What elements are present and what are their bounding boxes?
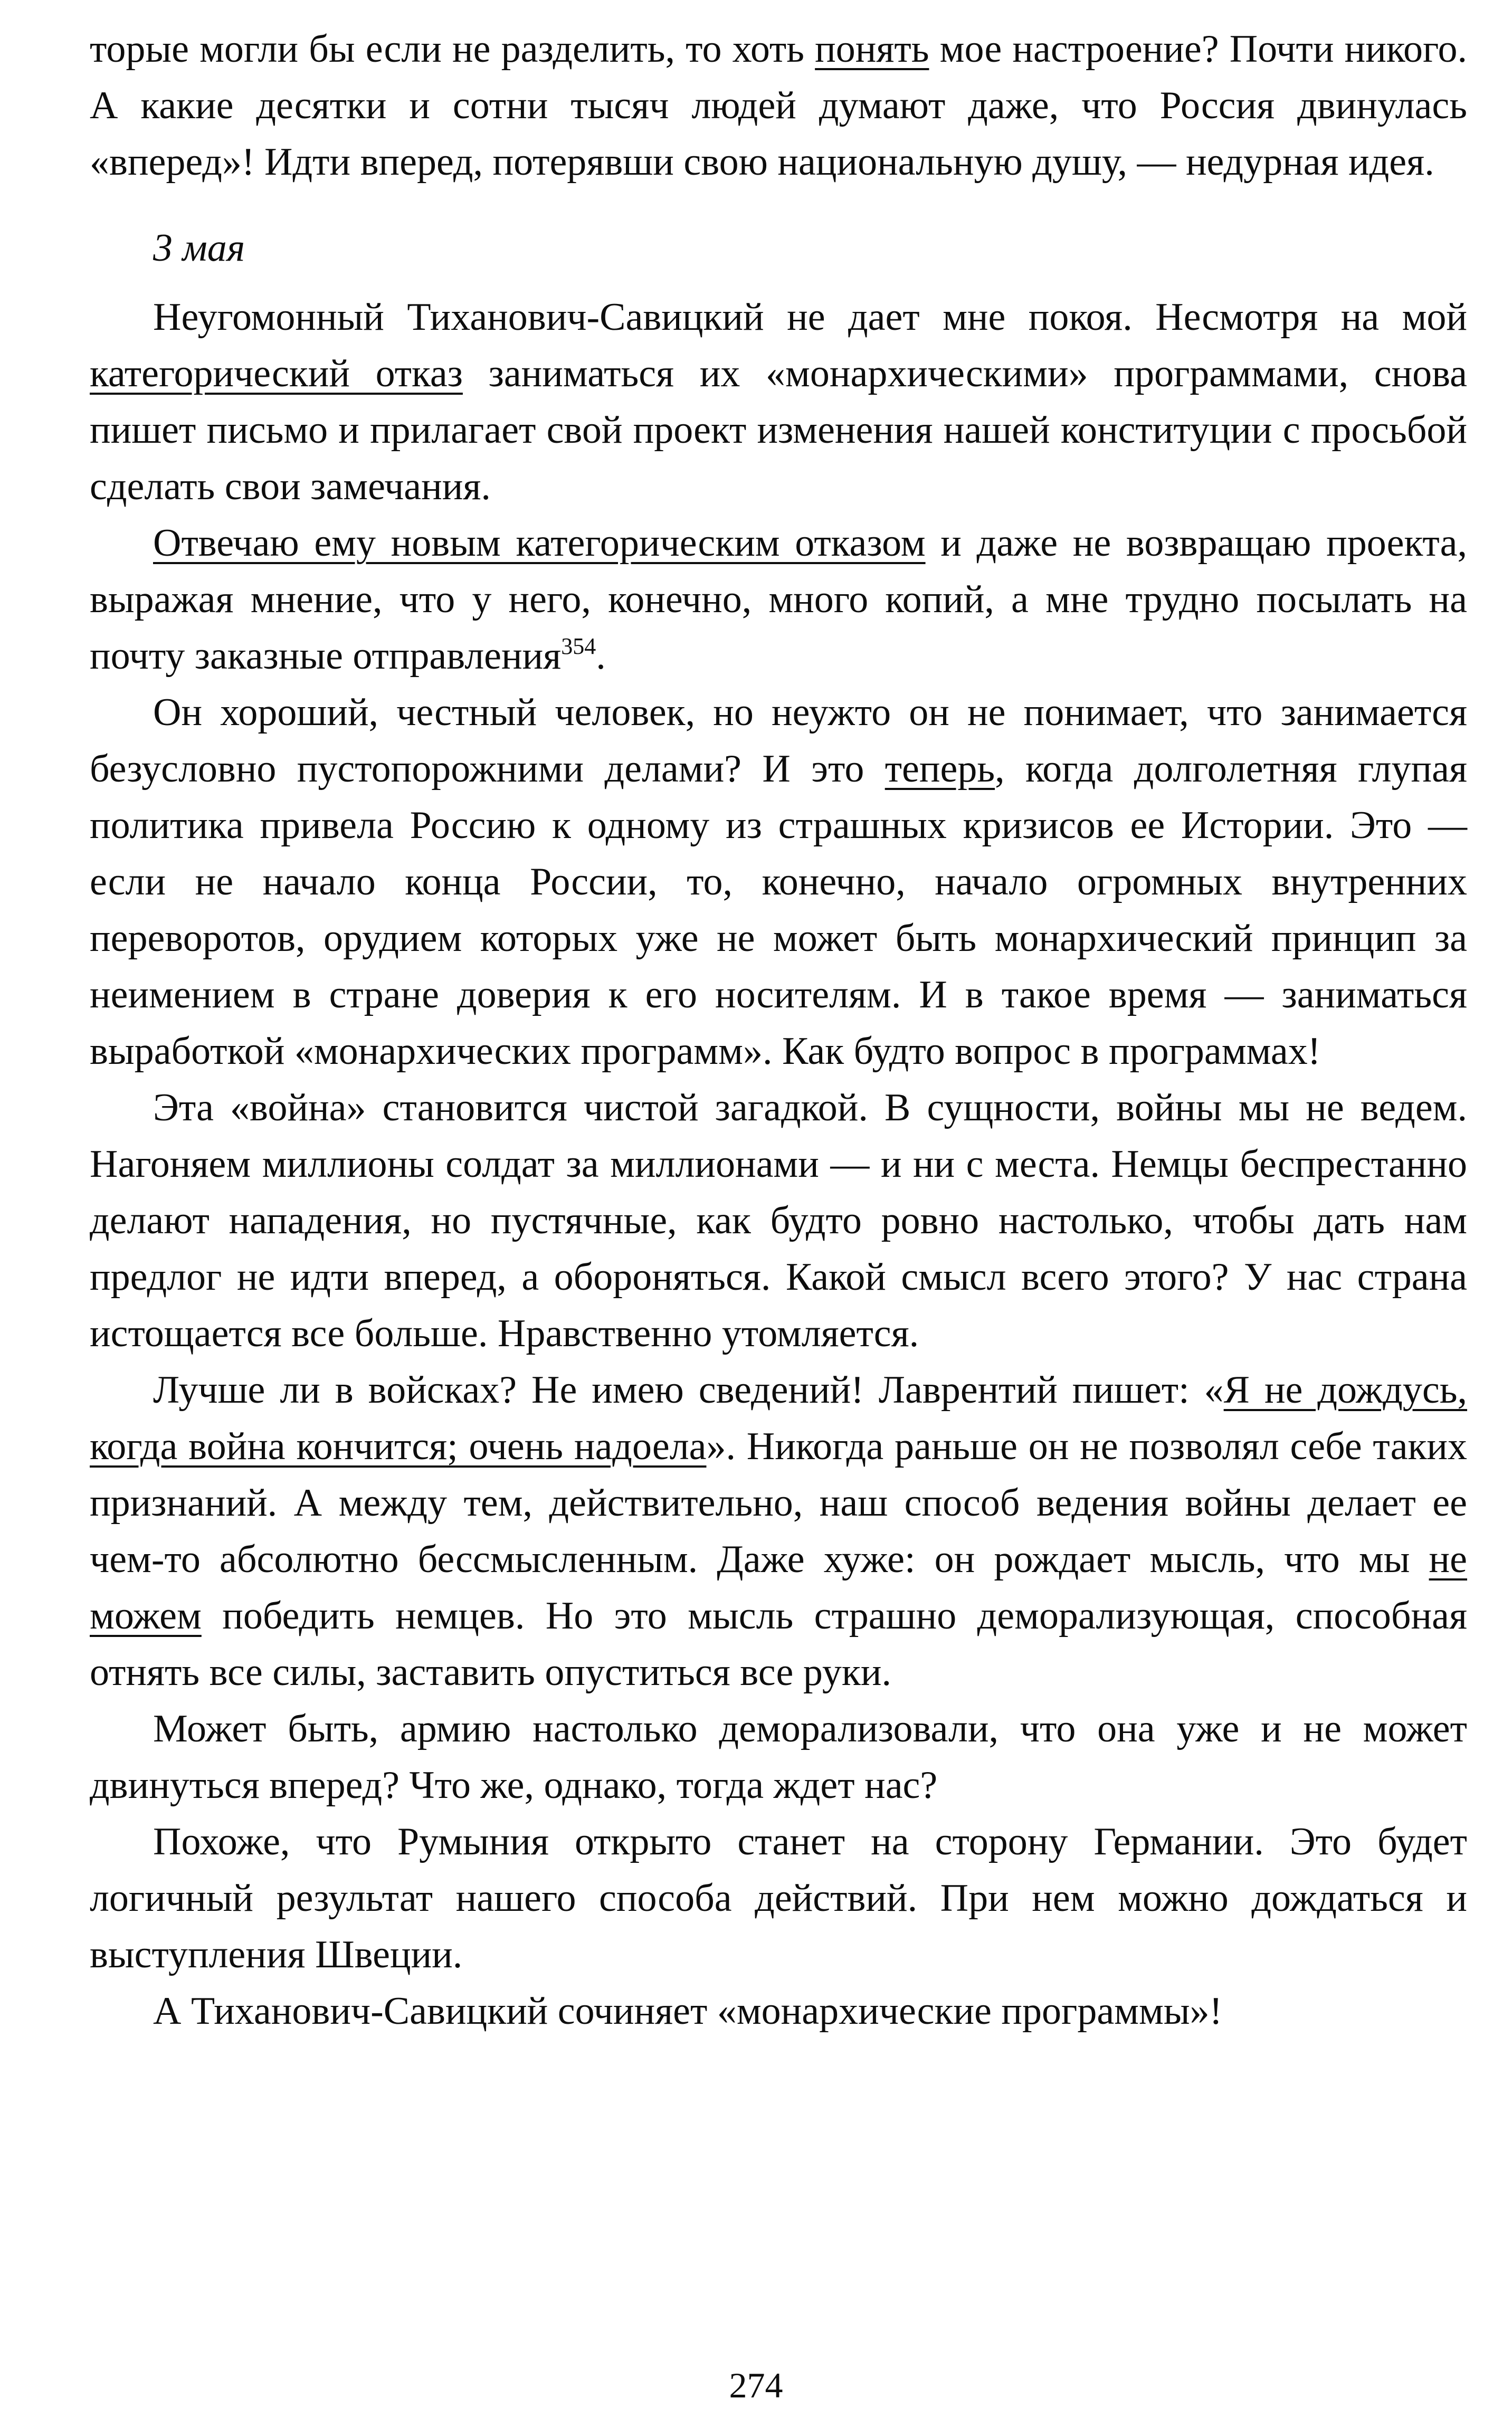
paragraph [90,1701,1467,1814]
underlined-text: Отвечаю ему новым категорическим отказом [153,521,926,565]
text-run: Может быть, армию настолько деморализовали, что она уже и не может двинуться вперед? Что же, однако, тогда ждет нас? [90,1707,1467,1807]
text-run: торые могли бы если не разделить, то хоть [90,27,815,71]
paragraph [90,21,1467,191]
text-run: . [596,634,606,678]
text-run: Похоже, что Румыния открыто станет на сторону Германии. Это будет логичный результат нашего способа действий. При нем можно дождаться и выступления Швеции. [90,1820,1467,1976]
paragraph [90,684,1467,1080]
paragraph [90,1814,1467,1983]
text-run: Лучше ли в войсках? Не имею сведений! Лаврентий пишет: « [153,1368,1224,1412]
footnote-marker: 354 [561,633,596,659]
paragraph [90,1983,1467,2040]
text-run: мое настроение? Почти никого. А какие десятки и сотни тысяч людей думают даже, что Россия двинулась «вперед»! Идти вперед, потерявши свою национальную душу, — недурная идея. [90,27,1467,184]
text-run: и даже не возвращаю проекта, выражая мнение, что у него, конечно, много копий, а мне трудно посылать на почту заказные отправления [90,521,1468,678]
diary-date: 3 мая [153,226,245,270]
paragraph [90,289,1467,515]
underlined-text: категорический отказ [90,352,463,395]
text-run: ». Никогда раньше он не позволял себе таких признаний. А между тем, действительно, наш способ ведения войны делает ее чем-то абсолютно бессмысленным. Даже хуже: он рождает мысль, что мы [90,1425,1467,1581]
paragraph [90,1362,1467,1701]
underlined-text: понять [815,27,929,71]
underlined-text: теперь [885,747,995,791]
text-run: Неугомонный Тиханович-Савицкий не дает мне покоя. Несмотря на мой [153,296,1467,339]
text-run: Он хороший, честный человек, но неужто он не понимает, что занимается безусловно пустопорожними делами? И это [90,691,1467,791]
underlined-text: не можем [90,1538,1467,1638]
text-run: , когда долголетняя глупая политика привела Россию к одному из страшных кризисов ее Истории. Это — если не начало конца России, то, конечно, начало огромных внутренних переворотов, орудием которых уже не может быть монархический принцип за неимением в стране доверия к его носителям. И в такое время — заниматься выработкой «монархических программ». Как будто вопрос в программах! [90,747,1467,1073]
page-text [90,21,1467,2040]
text-run: заниматься их «монархическими» программами, снова пишет письмо и прилагает свой проект изменения нашей конституции с просьбой сделать свои замечания. [90,352,1467,508]
paragraph [90,1080,1467,1362]
book-page [90,21,1467,2040]
page-number: 274 [729,2365,783,2405]
text-run: А Тиханович-Савицкий сочиняет «монархические программы»! [153,1989,1223,2033]
paragraph [90,515,1467,684]
text-run: победить немцев. Но это мысль страшно деморализующая, способная отнять все силы, заставить опуститься все руки. [90,1594,1467,1694]
text-run: Эта «война» становится чистой загадкой. В сущности, войны мы не ведем. Нагоняем миллионы солдат за миллионами — и ни с места. Немцы беспрестанно делают нападения, но пустячные, как будто ровно настолько, чтобы дать нам предлог не идти вперед, а обороняться. Какой смысл всего этого? У нас страна истощается все больше. Нравственно утомляется. [90,1086,1467,1355]
underlined-text: Я не дождусь, когда война кончится; очень надоела [90,1368,1468,1468]
